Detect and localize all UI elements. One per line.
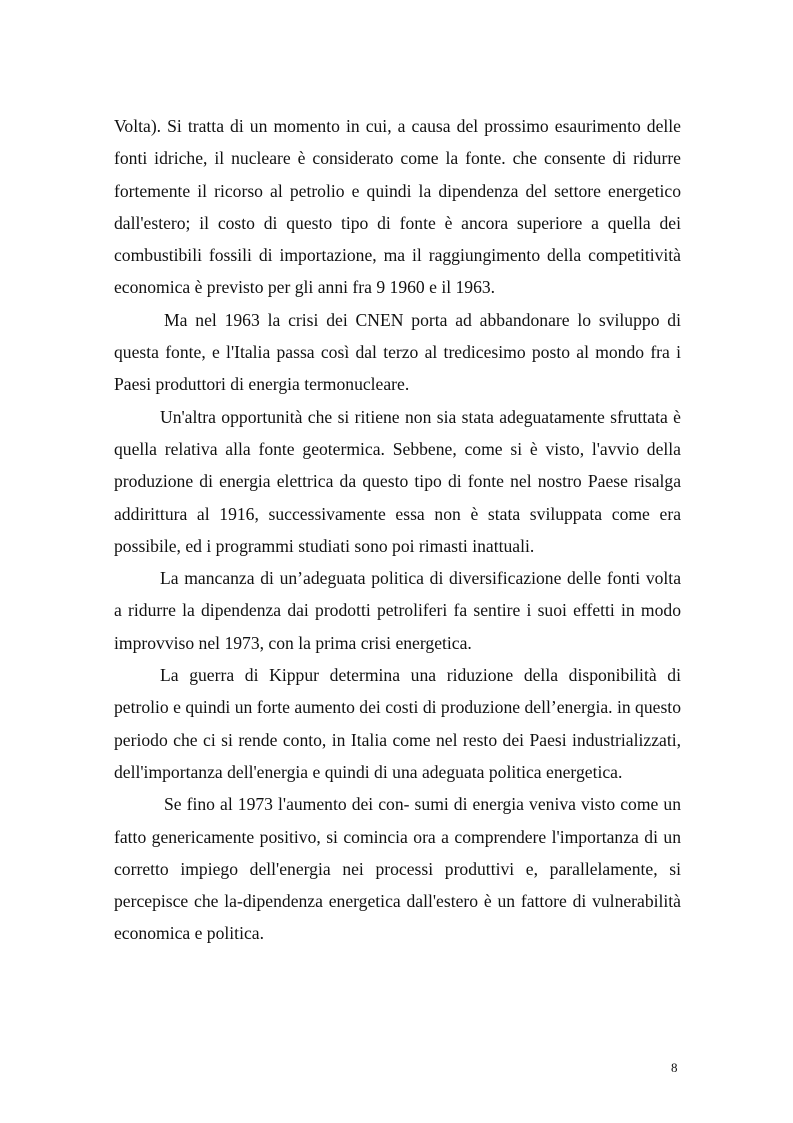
paragraph-energy-consumption: Se fino al 1973 l'aumento dei con- sumi di energia veniva visto come un fatto genericamente positivo, si comincia ora a comprendere l'importanza di un corretto impiego dell'energia nei processi produttivi e, parallelamente, si percepisce che la-dipendenza energetica dall'estero è un fattore di vulnerabilità economica e politica. — [114, 794, 681, 944]
text-body — [114, 110, 681, 950]
paragraph-nuclear-context: Volta). Si tratta di un momento in cui, a causa del prossimo esaurimento delle fonti idriche, il nucleare è considerato come la fonte. che consente di ridurre fortemente il ricorso al petrolio e quindi la dipendenza del settore energetico dall'estero; il costo di questo tipo di fonte è ancora superiore a quella dei combustibili fossili di importazione, ma il raggiungimento della competitività economica è previsto per gli anni fra 9 1960 e il 1963. — [114, 116, 681, 298]
paragraph-kippur-war: La guerra di Kippur determina una riduzione della disponibilità di petrolio e quindi un forte aumento dei costi di produzione dell’energia. in questo periodo che ci si rende conto, in Italia come nel resto dei Paesi industrializzati, dell'importanza dell'energia e quindi di una adeguata politica energetica. — [114, 665, 681, 782]
page-number: 8 — [671, 1060, 678, 1075]
paragraph-diversification: La mancanza di un’adeguata politica di diversificazione delle fonti volta a ridurre la dipendenza dai prodotti petroliferi fa sentire i suoi effetti in modo improvviso nel 1973, con la prima crisi energetica. — [114, 568, 681, 653]
paragraph-cnen-crisis: Ma nel 1963 la crisi dei CNEN porta ad abbandonare lo sviluppo di questa fonte, e l'Italia passa così dal terzo al tredicesimo posto al mondo fra i Paesi produttori di energia termonucleare. — [114, 309, 681, 395]
paragraph-geothermal: Un'altra opportunità che si ritiene non sia stata adeguatamente sfruttata è quella relativa alla fonte geotermica. Sebbene, come si è visto, l'avvio della produzione di energia elettrica da questo tipo di fonte nel nostro Paese risalga addirittura al 1916, successivamente essa non è stata sviluppata come era possibile, ed i programmi studiati sono poi rimasti inattuali. — [114, 406, 681, 556]
